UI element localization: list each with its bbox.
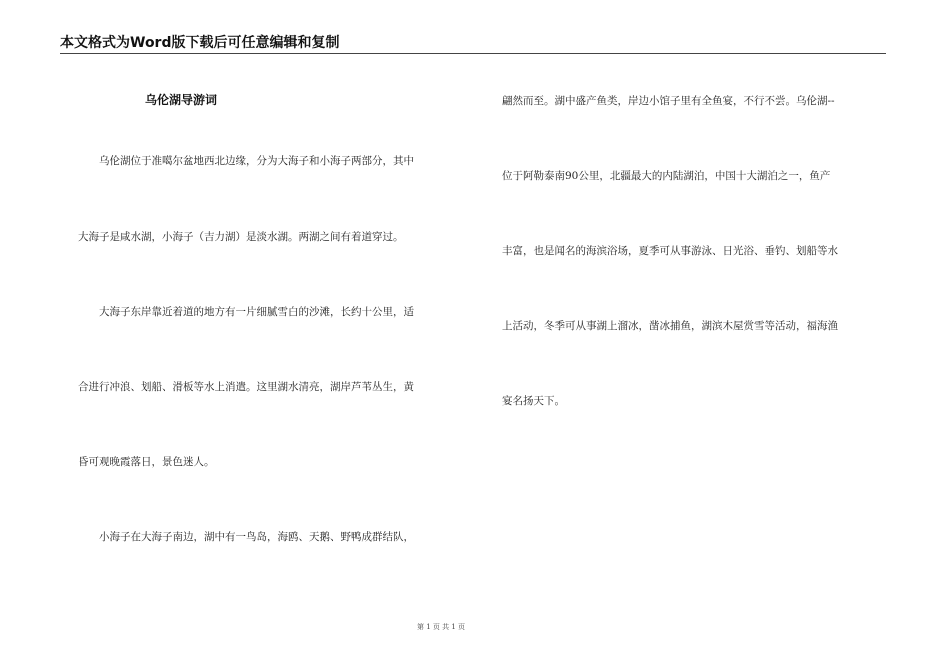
page-header-text: 本文格式为Word版下载后可任意编辑和复制 xyxy=(60,35,340,51)
document-title: 乌伦湖导游词 xyxy=(145,93,218,107)
paragraph-line: 小海子在大海子南边，湖中有一鸟岛，海鸥、天鹅、野鸭成群结队， xyxy=(99,531,414,543)
paragraph-line: 位于阿勒泰南90公里，北疆最大的内陆湖泊，中国十大湖泊之一，鱼产 xyxy=(502,170,831,182)
paragraph-line: 翩然而至。湖中盛产鱼类，岸边小馆子里有全鱼宴，不行不尝。乌伦湖-- xyxy=(502,95,835,107)
paragraph-line: 大海子是咸水湖，小海子（吉力湖）是淡水湖。两湖之间有着道穿过。 xyxy=(78,231,404,243)
paragraph-line: 乌伦湖位于准噶尔盆地西北边缘，分为大海子和小海子两部分，其中 xyxy=(99,155,414,167)
paragraph-line: 上活动，冬季可从事湖上溜冰，凿冰捕鱼，湖滨木屋赏雪等活动，福海渔 xyxy=(502,320,838,332)
paragraph-line: 宴名扬天下。 xyxy=(502,395,565,407)
page-header xyxy=(60,34,886,54)
paragraph-line: 大海子东岸靠近着道的地方有一片细腻雪白的沙滩，长约十公里，适 xyxy=(99,306,414,318)
paragraph-line: 合进行冲浪、划船、滑板等水上消遣。这里湖水清亮，湖岸芦苇丛生，黄 xyxy=(78,381,414,393)
paragraph-line: 昏可观晚霞落日，景色迷人。 xyxy=(78,456,215,468)
paragraph-line: 丰富，也是闻名的海滨浴场，夏季可从事游泳、日光浴、垂钓、划船等水 xyxy=(502,245,838,257)
page-footer: 第 1 页 共 1 页 xyxy=(416,623,466,631)
